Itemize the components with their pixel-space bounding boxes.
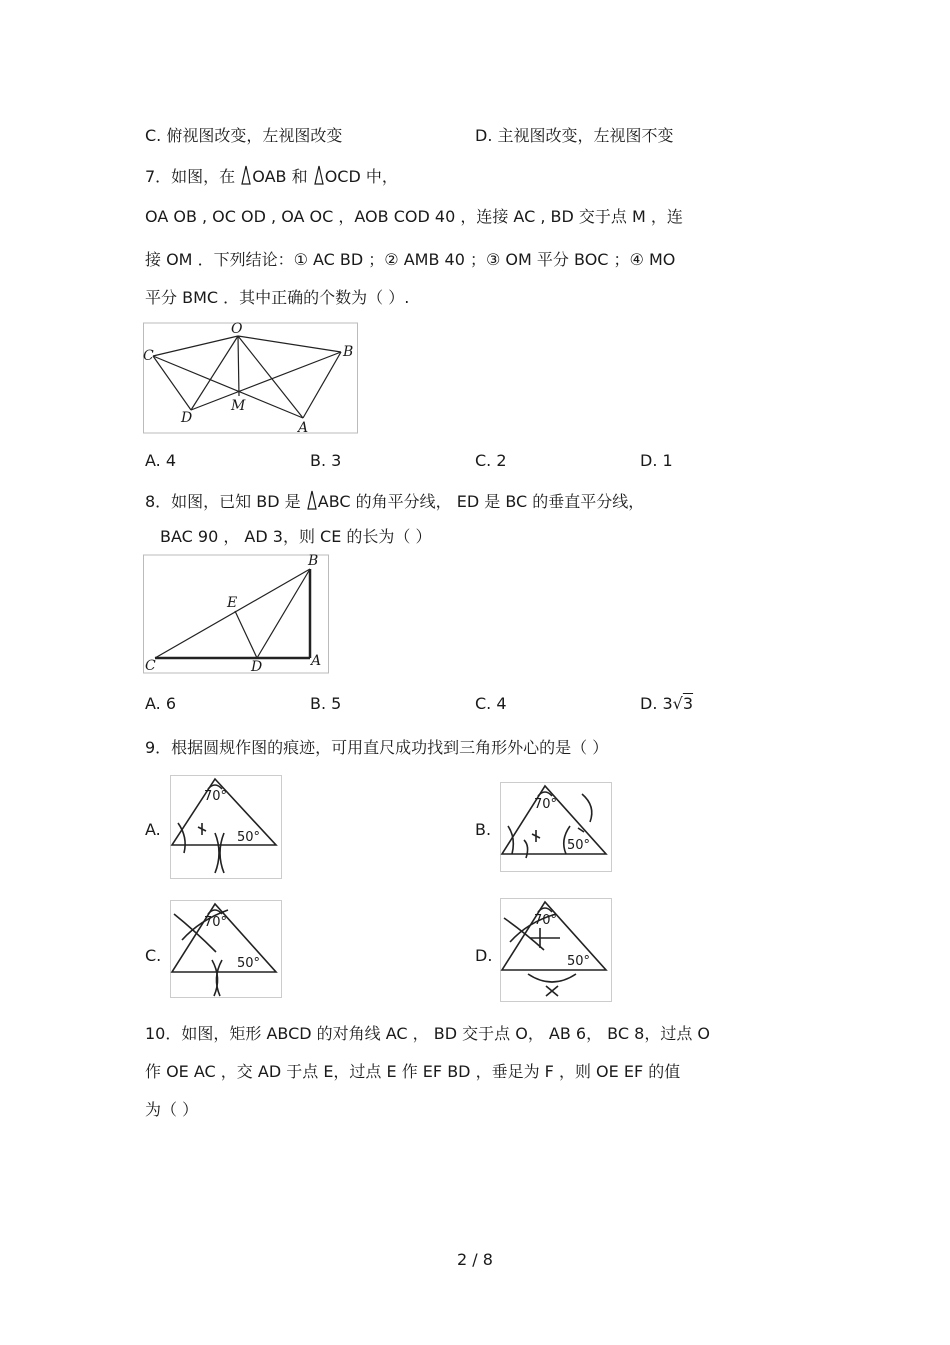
- q8-geometry: [155, 569, 310, 658]
- fig-label-O: O: [231, 321, 243, 337]
- fig-label-E: E: [227, 595, 238, 611]
- svg-text:50°: 50°: [237, 830, 261, 845]
- q7-option-d: D. 1: [640, 451, 673, 470]
- q9-option-b: B.: [475, 820, 492, 839]
- prev-option-d: D. 主视图改变，左视图不变: [475, 126, 674, 145]
- fig-label-C: C: [143, 348, 154, 364]
- fig-label-B: B: [343, 344, 354, 360]
- q9-line-1: 9．根据圆规作图的痕迹，可用直尺成功找到三角形外心的是（ ）: [145, 738, 609, 757]
- sqrt-icon: √: [672, 694, 683, 713]
- q8-option-a: A. 6: [145, 694, 177, 713]
- prev-option-c: C. 俯视图改变，左视图改变: [145, 126, 343, 145]
- q9-option-c: C.: [145, 946, 162, 965]
- svg-text:50°: 50°: [237, 956, 261, 971]
- q7-geometry: [153, 336, 341, 418]
- svg-text:70°: 70°: [204, 789, 228, 804]
- fig-label-A: A: [298, 420, 309, 436]
- q9-figure-b: [500, 782, 612, 872]
- q8-figure: [143, 553, 333, 675]
- q8-option-c: C. 4: [475, 694, 507, 713]
- fig-label-B: B: [308, 553, 319, 569]
- q9-option-d: D.: [475, 946, 493, 965]
- q9-option-a: A.: [145, 820, 161, 839]
- svg-text:50°: 50°: [567, 838, 591, 853]
- q7-option-a: A. 4: [145, 451, 177, 470]
- q8-option-d: D. 3√3: [640, 694, 694, 713]
- q10-line-3: 为（ ）: [145, 1100, 199, 1119]
- q8-option-b: B. 5: [310, 694, 342, 713]
- q7-line-2: OA OB , OC OD , OA OC ，AOB COD 40 ，连接 AC , BD 交于点 M ，连: [145, 207, 683, 226]
- fig-label-D: D: [251, 659, 263, 675]
- q7-figure: [143, 320, 359, 436]
- q8-line-2: BAC 90 ， AD 3，则 CE 的长为（ ）: [160, 527, 432, 546]
- q9-figure-c: [170, 900, 282, 998]
- q9-figure-a: [170, 775, 282, 879]
- q7-option-c: C. 2: [475, 451, 507, 470]
- q7-line-4: 平分 BMC ．其中正确的个数为（ ）.: [145, 288, 410, 307]
- q8-line-1: 8．如图，已知 BD 是 ABC 的角平分线， ED 是 BC 的垂直平分线，: [145, 489, 644, 512]
- svg-text:70°: 70°: [204, 915, 228, 930]
- q10-line-2: 作 OE AC ，交 AD 于点 E，过点 E 作 EF BD ，垂足为 F ，则 OE EF 的值: [145, 1062, 681, 1081]
- q7-option-b: B. 3: [310, 451, 342, 470]
- fig-label-D: D: [181, 410, 193, 426]
- fig-label-M: M: [231, 398, 246, 414]
- svg-text:50°: 50°: [567, 954, 591, 969]
- q10-line-1: 10．如图，矩形 ABCD 的对角线 AC ， BD 交于点 O， AB 6， BC 8，过点 O: [145, 1024, 710, 1043]
- fig-label-A: A: [311, 653, 322, 669]
- q9-figure-d: [500, 898, 612, 1002]
- fig-label-C: C: [145, 658, 156, 674]
- svg-text:70°: 70°: [534, 913, 558, 928]
- q7-line-3: 接 OM ．下列结论：① AC BD ；② AMB 40 ；③ OM 平分 BOC ；④ MO: [145, 250, 676, 269]
- page-number: 2 / 8: [457, 1250, 493, 1269]
- q7-line-1: 7．如图，在 OAB 和 OCD 中，: [145, 164, 398, 187]
- svg-text:70°: 70°: [534, 797, 558, 812]
- triangle-symbol-icon: [241, 164, 251, 186]
- triangle-symbol-icon: [307, 489, 317, 511]
- triangle-symbol-icon: [314, 164, 324, 186]
